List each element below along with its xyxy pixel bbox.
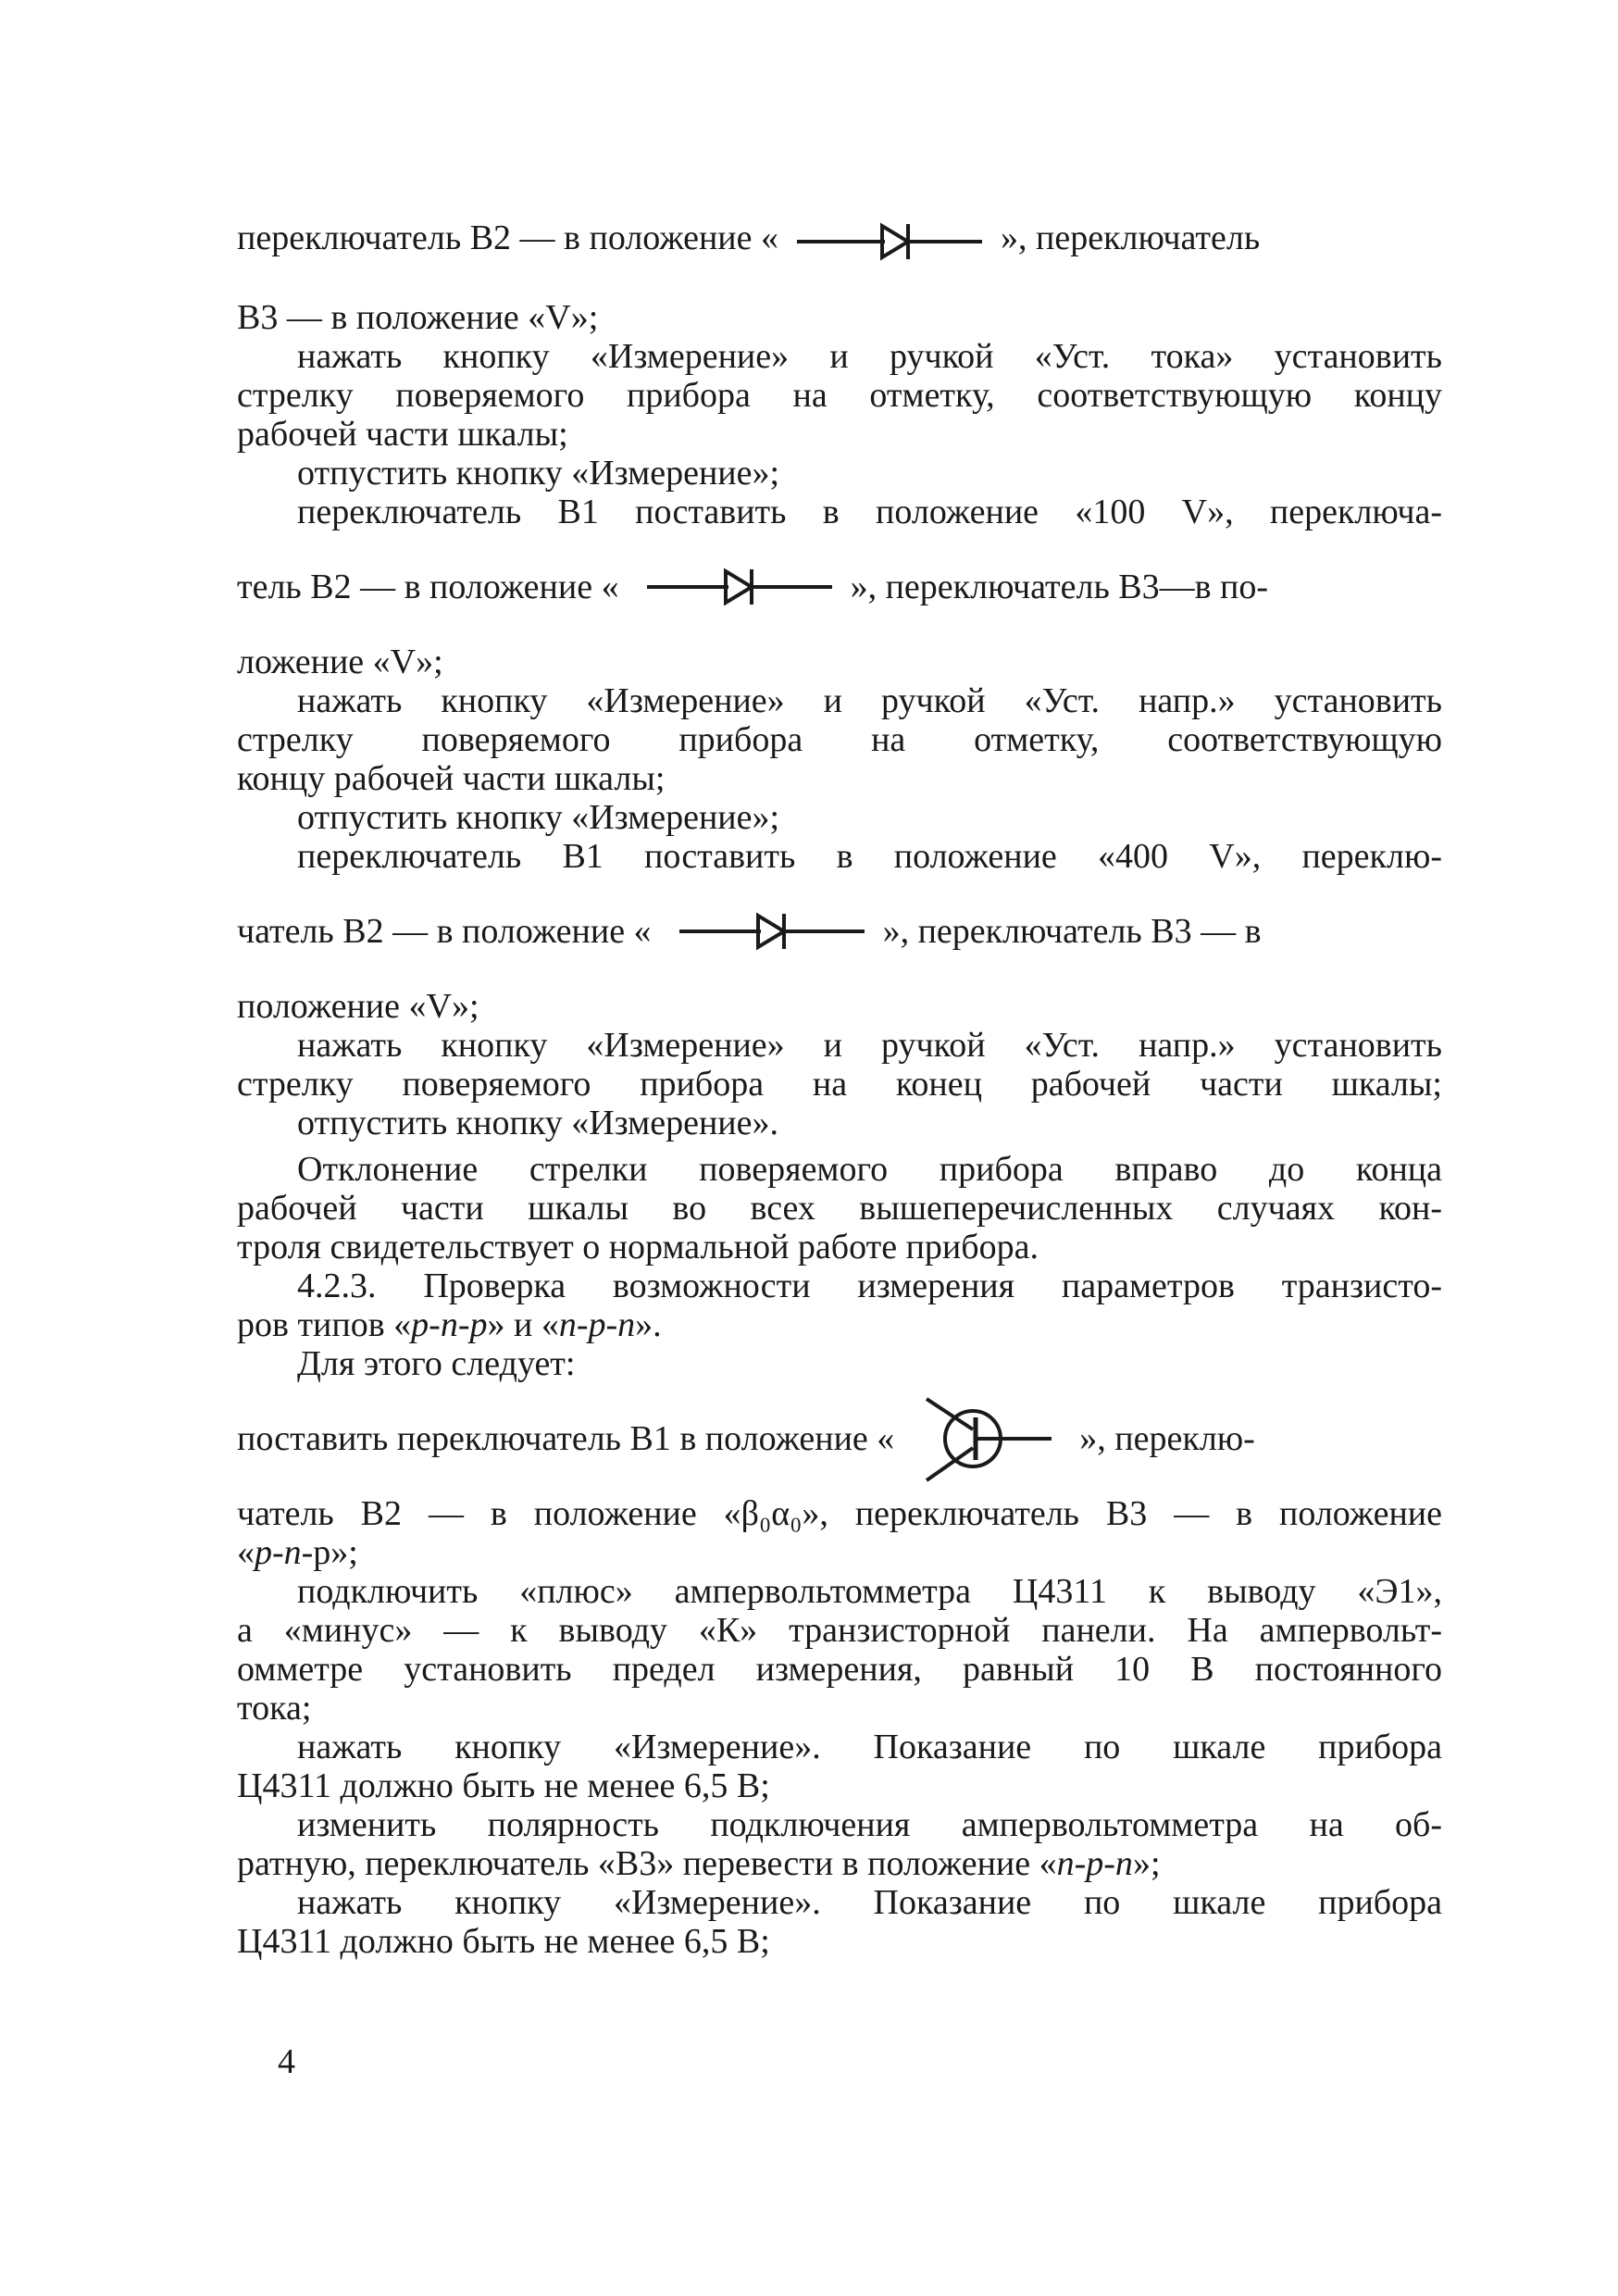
line-2: В3 — в положение «V»; (237, 298, 599, 337)
text: » и « (487, 1305, 559, 1344)
line-33: нажать кнопку «Измерение». Показание по шкале прибора (297, 1728, 1442, 1766)
line-20: Отклонение стрелки поверяемого прибора вправо до конца (297, 1150, 1442, 1189)
text: »; (1132, 1844, 1161, 1883)
text: чатель В2 — в положение « (237, 912, 652, 951)
text-italic: p-n (255, 1533, 302, 1572)
line-30: а «минус» — к выводу «К» транзисторной панели. На ампервольт- (237, 1611, 1442, 1650)
line-12: концу рабочей части шкалы; (237, 759, 666, 798)
line-18: стрелку поверяемого прибора на конец рабочей части шкалы; (237, 1065, 1442, 1104)
line-29: подключить «плюс» ампервольтомметра Ц4311 к выводу «Э1», (297, 1572, 1442, 1611)
line-5: рабочей части шкалы; (237, 415, 568, 454)
text: -р»; (301, 1533, 358, 1572)
text: поставить переключатель В1 в положение « (237, 1419, 895, 1458)
line-27: чатель В2 — в положение «β₀α₀», переключатель В3 — в положение (237, 1494, 1442, 1533)
text-italic: n-p-n (558, 1305, 636, 1344)
line-38: Ц4311 должно быть не менее 6,5 В; (237, 1922, 770, 1961)
line-31: омметре установить предел измерения, равный 10 В постоянного (237, 1650, 1442, 1689)
text: « (237, 1533, 255, 1572)
line-24 (237, 1305, 1442, 1344)
transistor-icon (894, 1388, 1079, 1490)
text-italic: p-n-p (411, 1305, 488, 1344)
line-10: нажать кнопку «Измерение» и ручкой «Уст. напр.» установить (297, 681, 1442, 720)
line-7: переключатель В1 поставить в положение «100 V», переключа- (297, 493, 1442, 531)
page-number: 4 (278, 2042, 295, 2081)
line-6: отпустить кнопку «Измерение»; (297, 454, 780, 493)
line-23: 4.2.3. Проверка возможности измерения параметров транзисто- (297, 1267, 1442, 1305)
line-21: рабочей части шкалы во всех вышеперечисленных случаях кон- (237, 1189, 1442, 1228)
text: ратную, переключатель «В3» перевести в положение « (237, 1844, 1057, 1883)
line-17: нажать кнопку «Измерение» и ручкой «Уст. напр.» установить (297, 1026, 1442, 1065)
diode-icon (619, 564, 851, 610)
line-11: стрелку поверяемого прибора на отметку, соответствующую (237, 720, 1442, 759)
line-28 (237, 1533, 1442, 1572)
line-14: переключатель В1 поставить в положение «400 V», переклю- (297, 837, 1442, 876)
line-16: положение «V»; (237, 987, 479, 1026)
line-3: нажать кнопку «Измерение» и ручкой «Уст. тока» установить (297, 337, 1442, 376)
text: », переклю- (1079, 1419, 1255, 1458)
line-19: отпустить кнопку «Измерение». (297, 1104, 778, 1142)
text: », переключатель В3—в по- (850, 568, 1269, 606)
line-9: ложение «V»; (237, 643, 443, 681)
text: ров типов « (237, 1305, 412, 1344)
line-15 (237, 876, 1442, 987)
line-1 (237, 218, 1442, 280)
line-35: изменить полярность подключения ампервольтомметра на об- (297, 1805, 1442, 1844)
line-32: тока; (237, 1689, 312, 1728)
text-italic: n-p-n (1056, 1844, 1133, 1883)
line-4: стрелку поверяемого прибора на отметку, соответствующую концу (237, 376, 1442, 415)
text: переключатель В2 — в положение « (237, 218, 778, 257)
text: тель В2 — в положение « (237, 568, 619, 606)
line-13: отпустить кнопку «Измерение»; (297, 798, 780, 837)
text: ». (635, 1305, 662, 1344)
diode-icon (778, 218, 1001, 265)
line-25: Для этого следует: (297, 1344, 576, 1383)
text: », переключатель В3 — в (882, 912, 1262, 951)
line-26 (237, 1383, 1442, 1494)
line-8 (237, 531, 1442, 643)
diode-icon (652, 908, 883, 955)
line-34: Ц4311 должно быть не менее 6,5 В; (237, 1766, 770, 1805)
document-body (237, 218, 1442, 1961)
text: », переключатель (1001, 218, 1261, 257)
line-37: нажать кнопку «Измерение». Показание по шкале прибора (297, 1883, 1442, 1922)
line-36 (237, 1844, 1442, 1883)
line-22: троля свидетельствует о нормальной работе прибора. (237, 1228, 1039, 1267)
